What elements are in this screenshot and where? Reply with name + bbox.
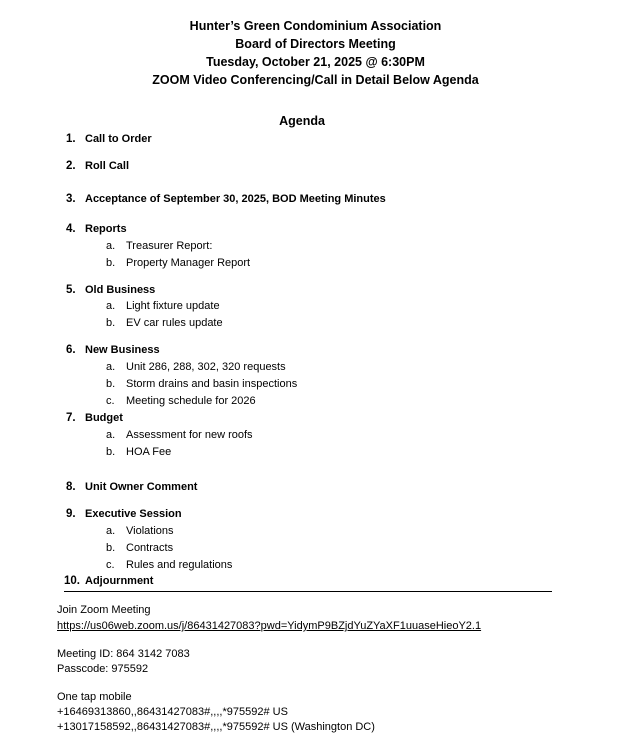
item-label: Call to Order bbox=[85, 133, 152, 145]
sub-item-letter: b. bbox=[106, 542, 116, 554]
sub-item-letter: c. bbox=[106, 395, 115, 407]
meeting-title: Board of Directors Meeting bbox=[235, 37, 396, 51]
item-number: 8. bbox=[66, 481, 76, 493]
agenda-item-adjournment bbox=[64, 575, 153, 587]
section-divider bbox=[64, 591, 552, 592]
sub-item-letter: a. bbox=[106, 525, 116, 537]
item-number: 3. bbox=[66, 193, 76, 205]
sub-item bbox=[106, 300, 220, 312]
sub-item-label: Rules and regulations bbox=[126, 559, 233, 571]
item-label: Executive Session bbox=[85, 508, 182, 520]
sub-item bbox=[106, 446, 171, 458]
sub-item-letter: a. bbox=[106, 240, 116, 252]
item-label: Roll Call bbox=[85, 160, 130, 172]
sub-item-letter: b. bbox=[106, 446, 116, 458]
sub-item-label: Violations bbox=[126, 525, 174, 537]
meeting-date: Tuesday, October 21, 2025 @ 6:30PM bbox=[206, 55, 425, 69]
item-label: Reports bbox=[85, 223, 127, 235]
item-number: 6. bbox=[66, 344, 76, 356]
sub-item bbox=[106, 559, 232, 571]
sub-item bbox=[106, 395, 256, 407]
agenda-item-call-to-order bbox=[66, 133, 152, 145]
sub-item bbox=[106, 240, 212, 252]
sub-item-label: EV car rules update bbox=[126, 317, 223, 329]
sub-item-label: Contracts bbox=[126, 542, 174, 554]
sub-item-letter: b. bbox=[106, 317, 116, 329]
sub-item-letter: a. bbox=[106, 429, 116, 441]
agenda-item-unit-owner-comment bbox=[66, 481, 197, 493]
meeting-format: ZOOM Video Conferencing/Call in Detail Below Agenda bbox=[152, 73, 479, 87]
item-number: 4. bbox=[66, 223, 76, 235]
item-label: Acceptance of September 30, 2025, BOD Meeting Minutes bbox=[85, 193, 386, 205]
sub-item bbox=[106, 542, 173, 554]
sub-item bbox=[106, 361, 286, 373]
one-tap-number-1: +16469313860,,86431427083#,,,,*975592# US bbox=[57, 706, 288, 718]
item-number: 5. bbox=[66, 284, 76, 296]
agenda-item-executive-session bbox=[66, 508, 182, 520]
sub-item-label: Meeting schedule for 2026 bbox=[126, 395, 256, 407]
sub-item-letter: b. bbox=[106, 378, 116, 390]
sub-item-letter: a. bbox=[106, 300, 116, 312]
meeting-id: Meeting ID: 864 3142 7083 bbox=[57, 648, 190, 660]
association-name: Hunter’s Green Condominium Association bbox=[189, 19, 442, 33]
sub-item-label: Assessment for new roofs bbox=[126, 429, 253, 441]
agenda-item-budget bbox=[66, 412, 123, 424]
sub-item bbox=[106, 257, 250, 269]
passcode: Passcode: 975592 bbox=[57, 663, 149, 675]
one-tap-number-2: +13017158592,,86431427083#,,,,*975592# US (Washington DC) bbox=[57, 721, 375, 733]
sub-item bbox=[106, 317, 223, 329]
item-number: 7. bbox=[66, 412, 76, 424]
agenda-item-minutes bbox=[66, 193, 386, 205]
sub-item bbox=[106, 429, 253, 441]
sub-item-label: HOA Fee bbox=[126, 446, 172, 458]
agenda-item-reports bbox=[66, 223, 127, 235]
sub-item-label: Storm drains and basin inspections bbox=[126, 378, 298, 390]
item-number: 2. bbox=[66, 160, 76, 172]
one-tap-mobile-label: One tap mobile bbox=[57, 691, 132, 703]
item-number: 10. bbox=[64, 575, 80, 587]
zoom-meeting-link[interactable]: https://us06web.zoom.us/j/86431427083?pwd=YidymP9BZjdYuZYaXF1uuaseHieoY2.1 bbox=[57, 620, 482, 632]
sub-item bbox=[106, 525, 174, 537]
sub-item-label: Light fixture update bbox=[126, 300, 220, 312]
agenda-item-roll-call bbox=[66, 160, 129, 172]
sub-item-letter: b. bbox=[106, 257, 116, 269]
item-label: Unit Owner Comment bbox=[85, 481, 198, 493]
join-zoom-label: Join Zoom Meeting bbox=[57, 604, 151, 616]
item-number: 1. bbox=[66, 133, 76, 145]
item-label: Budget bbox=[85, 412, 123, 424]
item-label: Old Business bbox=[85, 284, 156, 296]
item-label: New Business bbox=[85, 344, 160, 356]
sub-item-label: Unit 286, 288, 302, 320 requests bbox=[126, 361, 286, 373]
item-number: 9. bbox=[66, 508, 76, 520]
sub-item-letter: c. bbox=[106, 559, 115, 571]
sub-item bbox=[106, 378, 297, 390]
document-header bbox=[0, 17, 631, 89]
zoom-link-row bbox=[57, 620, 481, 632]
sub-item-label: Treasurer Report: bbox=[126, 240, 213, 252]
sub-item-label: Property Manager Report bbox=[126, 257, 251, 269]
item-label: Adjournment bbox=[85, 575, 154, 587]
agenda-item-new-business bbox=[66, 344, 160, 356]
agenda-item-old-business bbox=[66, 284, 155, 296]
sub-item-letter: a. bbox=[106, 361, 116, 373]
agenda-heading: Agenda bbox=[279, 114, 325, 128]
